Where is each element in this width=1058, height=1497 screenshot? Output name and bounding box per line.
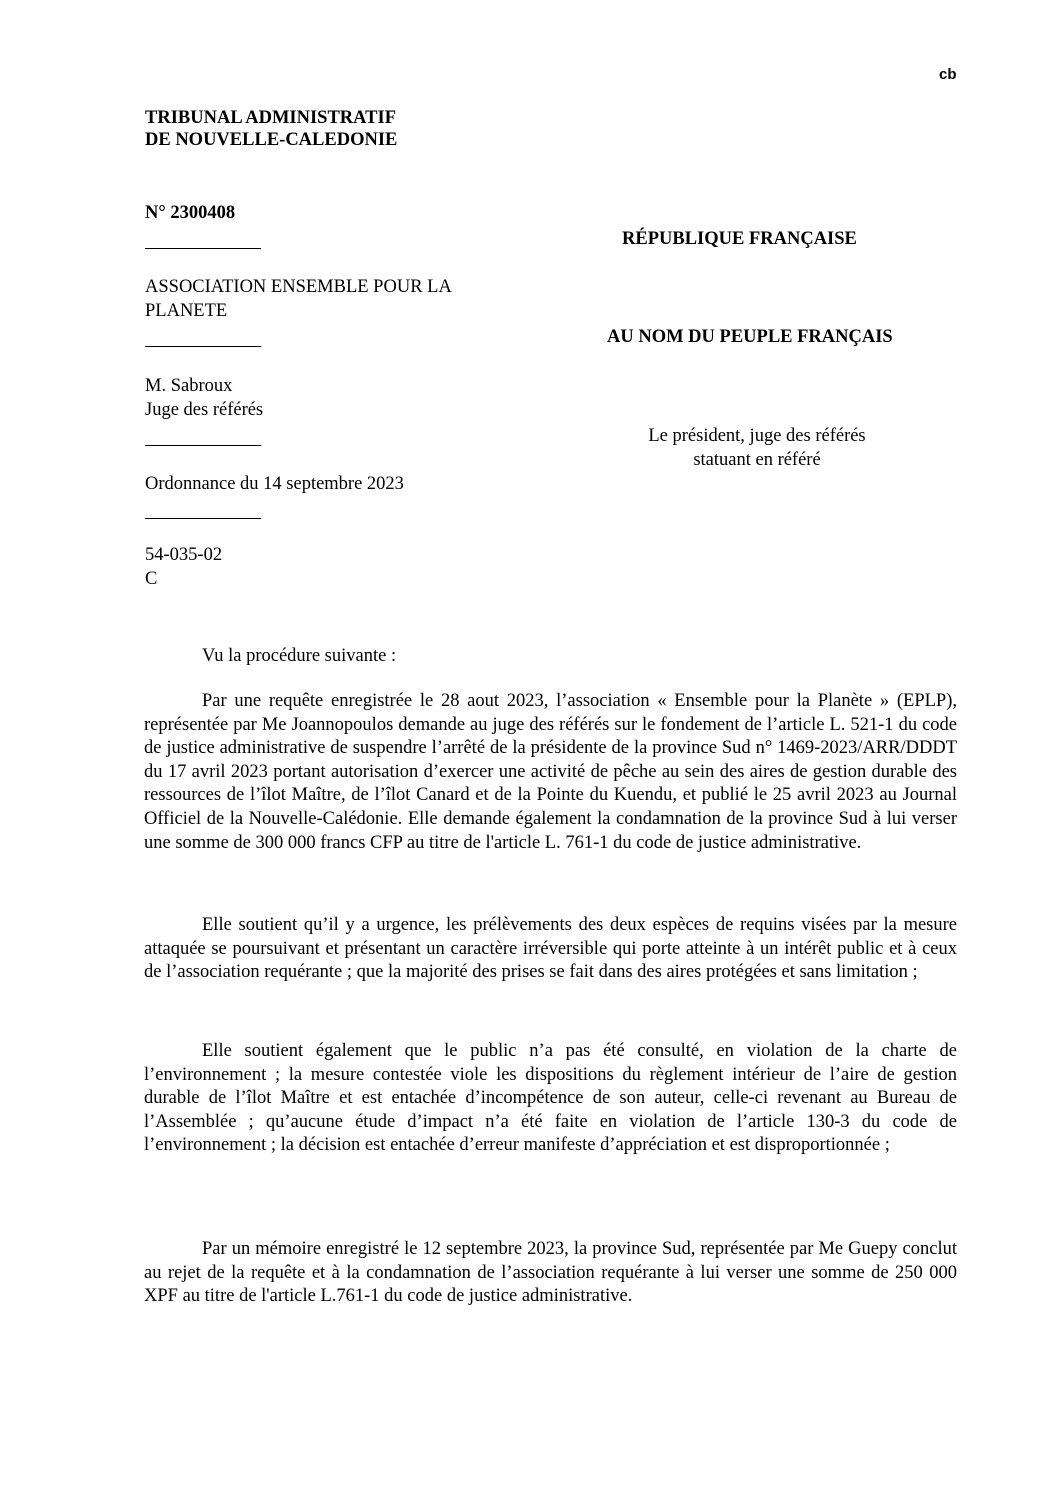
paragraph-arguments: Elle soutient également que le public n’a pas été consulté, en violation de la charte de l’environnement ; la mesure contestée viole les dispositions du règlement intérieur de l’aire de gestion durable de l’îlot Maître et est entachée d’incompétence de son auteur, celle-ci revenant au Bureau de l’Assemblée ; qu’aucune étude d’impact n’a été faite en violation de l’article 130-3 du code de l’environnement ; la décision est entachée d’erreur manifeste d’appréciation et est disproportionnée ; [144, 1041, 957, 1156]
separator-rule [145, 518, 261, 519]
court-name-line1: TRIBUNAL ADMINISTRATIF [145, 108, 396, 128]
party-name-line2: PLANETE [145, 301, 228, 321]
initials: cb [939, 66, 957, 83]
paragraph-urgency: Elle soutient qu’il y a urgence, les prélèvements des deux espèces de requins visées par la mesure attaquée se poursuivant et présentant un caractère irréversible qui porte atteinte à un intérêt public et à ceux de l’association requérante ; que la majorité des prises se fait dans des aires protégées et sans limitation ; [144, 915, 957, 983]
president-line2: statuant en référé [693, 450, 821, 470]
separator-rule [145, 445, 261, 446]
people-heading: AU NOM DU PEUPLE FRANÇAIS [607, 327, 893, 347]
president-line1: Le président, juge des référés [648, 426, 866, 446]
classification-code: 54-035-02 [145, 545, 223, 565]
party-name-line1: ASSOCIATION ENSEMBLE POUR LA [145, 277, 452, 297]
republic-heading: RÉPUBLIQUE FRANÇAISE [622, 229, 857, 249]
paragraph-defense: Par un mémoire enregistré le 12 septembre 2023, la province Sud, représentée par Me Guepy conclut au rejet de la requête et à la condamnation de l’association requérante à lui verser une somme de 250 000 XPF au titre de l'article L.761-1 du code de justice administrative. [144, 1239, 957, 1307]
judge-role: Juge des référés [145, 400, 264, 420]
case-number: N° 2300408 [145, 203, 236, 223]
court-name-line2: DE NOUVELLE-CALEDONIE [145, 130, 398, 150]
separator-rule [145, 248, 261, 249]
procedure-heading: Vu la procédure suivante : [202, 646, 397, 666]
separator-rule [145, 346, 261, 347]
judge-name: M. Sabroux [145, 376, 233, 396]
paragraph-request: Par une requête enregistrée le 28 aout 2023, l’association « Ensemble pour la Planète » (EPLP), représentée par Me Joannopoulos demande au juge des référés sur le fondement de l’article L. 521-1 du code de justice administrative de suspendre l’arrêté de la présidente de la province Sud n° 1469-2023/ARR/DDDT du 17 avril 2023 portant autorisation d’exercer une activité de pêche au sein des aires de gestion durable des ressources de l’îlot Maître, de l’îlot Canard et de la Pointe du Kuendu, et publié le 25 avril 2023 au Journal Officiel de la Nouvelle-Calédonie. Elle demande également la condamnation de la province Sud à lui verser une somme de 300 000 francs CFP au titre de l'article L. 761-1 du code de justice administrative. [144, 691, 957, 853]
classification-letter: C [145, 569, 158, 589]
order-date: Ordonnance du 14 septembre 2023 [145, 474, 404, 494]
